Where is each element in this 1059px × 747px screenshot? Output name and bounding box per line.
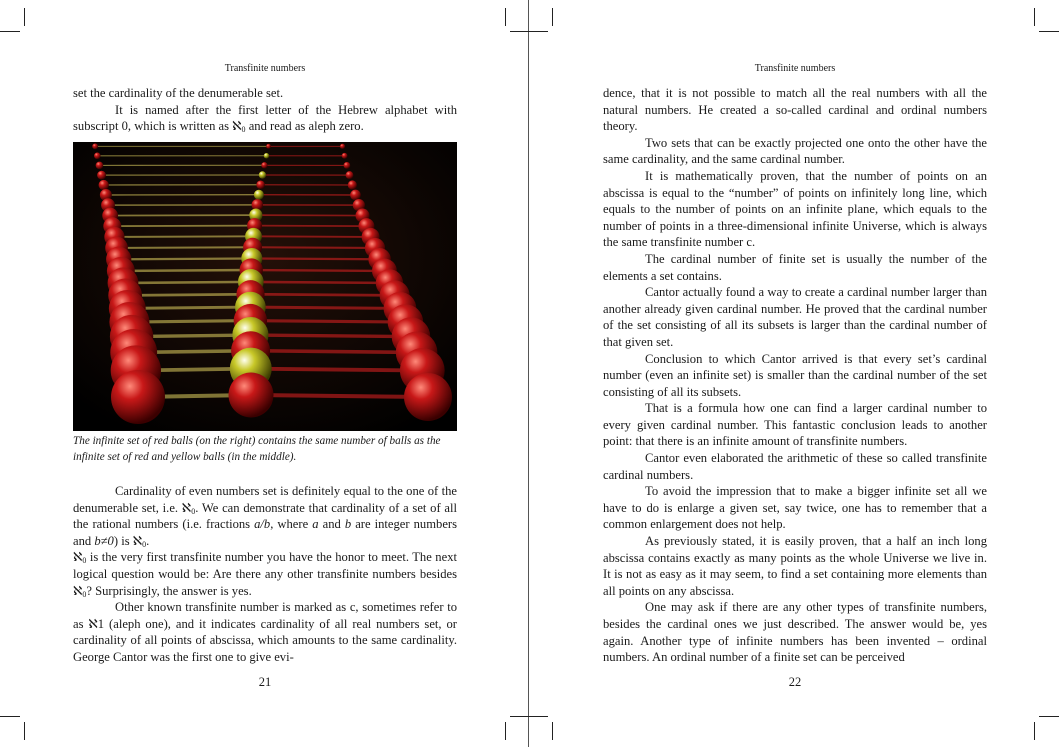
middle-ball (256, 180, 265, 189)
beam-line (123, 282, 251, 283)
beam-line (255, 226, 367, 227)
beam-line (253, 247, 375, 248)
beam-line (119, 258, 252, 259)
red-ball (94, 153, 101, 160)
paragraph: Cantor actually found a way to create a cardinal number larger than another already given cardinal number. He proved that the cardinal number of the set consisting of all its subsets is larger than the cardinal number of that given set. (603, 285, 987, 349)
beam-line (252, 258, 380, 259)
paragraph: Two sets that can be exactly projected one onto the other have the same cardinality, and the same cardinal number. (603, 135, 987, 167)
red-ball (344, 162, 351, 169)
beam-line (250, 321, 405, 322)
paragraph: Cantor even elaborated the arithmetic of these so called transfinite cardinal numbers. (603, 451, 987, 482)
paragraph: Other known transfinite number is marked as c, sometimes refer to as ℵ1 (aleph one), and it indicates cardinality of all real numbers set, or cardinality of all points of abscissa, which amounts to the same cardinality. George Cantor was the first one to give evi- (73, 600, 457, 664)
red-ball (348, 180, 357, 189)
page-number: 21 (258, 675, 272, 689)
left-top-text (73, 85, 457, 135)
paragraph: set the cardinality of the denumerable set. (73, 86, 284, 100)
left-page (0, 0, 529, 747)
red-ball (111, 370, 165, 424)
middle-ball (229, 373, 274, 418)
infinite-balls-figure (73, 142, 457, 431)
red-ball (99, 180, 109, 190)
beam-line (114, 236, 253, 237)
red-ball (342, 153, 348, 159)
left-bottom-text (73, 483, 457, 666)
red-ball (350, 190, 361, 201)
beam-line (121, 270, 251, 271)
red-ball (340, 144, 345, 149)
beam-line (250, 335, 411, 337)
middle-ball (264, 153, 269, 158)
beam-line (250, 307, 400, 308)
paragraph: dence, that it is not possible to match all the real numbers with all the natural numbers. He created a so-called cardinal and ordinal numbers theory. (603, 86, 987, 134)
paragraph: It is mathematically proven, that the number of points on an abscissa is equal to the “number” of points on infinitely long line, which equals to the number of points on an infinite plane, which equals to the number of points in a three-dimensional infinite Universe, which is always the same transfinite number c. (603, 168, 987, 250)
beam-line (253, 236, 370, 237)
red-ball (92, 143, 98, 149)
paragraph: Conclusion to which Cantor arrived is that every set’s cardinal number (even an infinite set) is smaller than the cardinal number of the set consisting of all its subsets. (603, 351, 987, 399)
balls-illustration (73, 142, 457, 431)
page-number: 22 (788, 675, 802, 689)
beam-line (117, 247, 253, 248)
beam-line (112, 226, 254, 227)
right-page (530, 0, 1059, 747)
middle-ball (266, 144, 271, 149)
beam-line (251, 294, 395, 295)
beam-line (251, 270, 384, 271)
paragraph: One may ask if there are any other types of transfinite numbers, besides the cardinal ones we just described. The answer would be, yes again. Another type of infinite numbers has been invented – ordinal numbers. An ordinal number of a finite set can be perceived (603, 600, 987, 665)
beam-line (125, 294, 250, 295)
red-ball (97, 171, 106, 180)
red-ball (404, 373, 452, 421)
red-ball (346, 171, 354, 179)
beam-line (251, 395, 428, 397)
paragraph: To avoid the impression that to make a bigger infinite set all we have to do is enlarge a given set, say twice, one has to remember that a common enlargement does not help. (603, 484, 987, 532)
paragraph: The cardinal number of finite set is usually the number of the elements a set contains. (603, 251, 987, 283)
beam-line (251, 369, 423, 371)
middle-ball (259, 171, 266, 178)
running-head: Transfinite numbers (754, 63, 836, 74)
paragraph: That is a formula how one can find a larger cardinal number to every given cardinal number. This fantastic conclusion leads to another point: that there is an infinite amount of transfinite numbers. (603, 401, 987, 449)
running-head: Transfinite numbers (224, 63, 306, 74)
figure-caption: The infinite set of red balls (on the right) contains the same number of balls as the infinite set of red and yellow balls (in the middle). (73, 435, 441, 463)
middle-ball (254, 190, 264, 200)
paragraph: Cardinality of even numbers set is definitely equal to the one of the denumerable set, i.e. ℵ$_0$. We can demonstrate that cardinality of a set of all the rational numbers (i.e. fractions a/b, where a and b are integer numbers and b≠0) is ℵ$_0$. (73, 484, 458, 549)
paragraph: As previously stated, it is easily proven, that a half an inch long abscissa contains exactly as many points as the whole Universe we live in. It is not as easy as it may seem, to find a set containing more elements than all points on any abscissa. (603, 534, 987, 598)
beam-line (251, 282, 390, 283)
right-body-text (603, 85, 987, 666)
beam-line (251, 351, 417, 353)
paragraph: It is named after the first letter of the Hebrew alphabet with subscript 0, which is written as ℵ$_0$ and read as aleph zero. (73, 102, 457, 135)
middle-ball (261, 162, 267, 168)
red-ball (96, 162, 104, 170)
beam-line (127, 307, 250, 308)
paragraph: ℵ$_0$ is the very first transfinite number you have the honor to meet. The next logical question would be: Are there any other transfinite numbers besides ℵ$_0$? Surprisingly, the answer is yes. (73, 550, 457, 599)
